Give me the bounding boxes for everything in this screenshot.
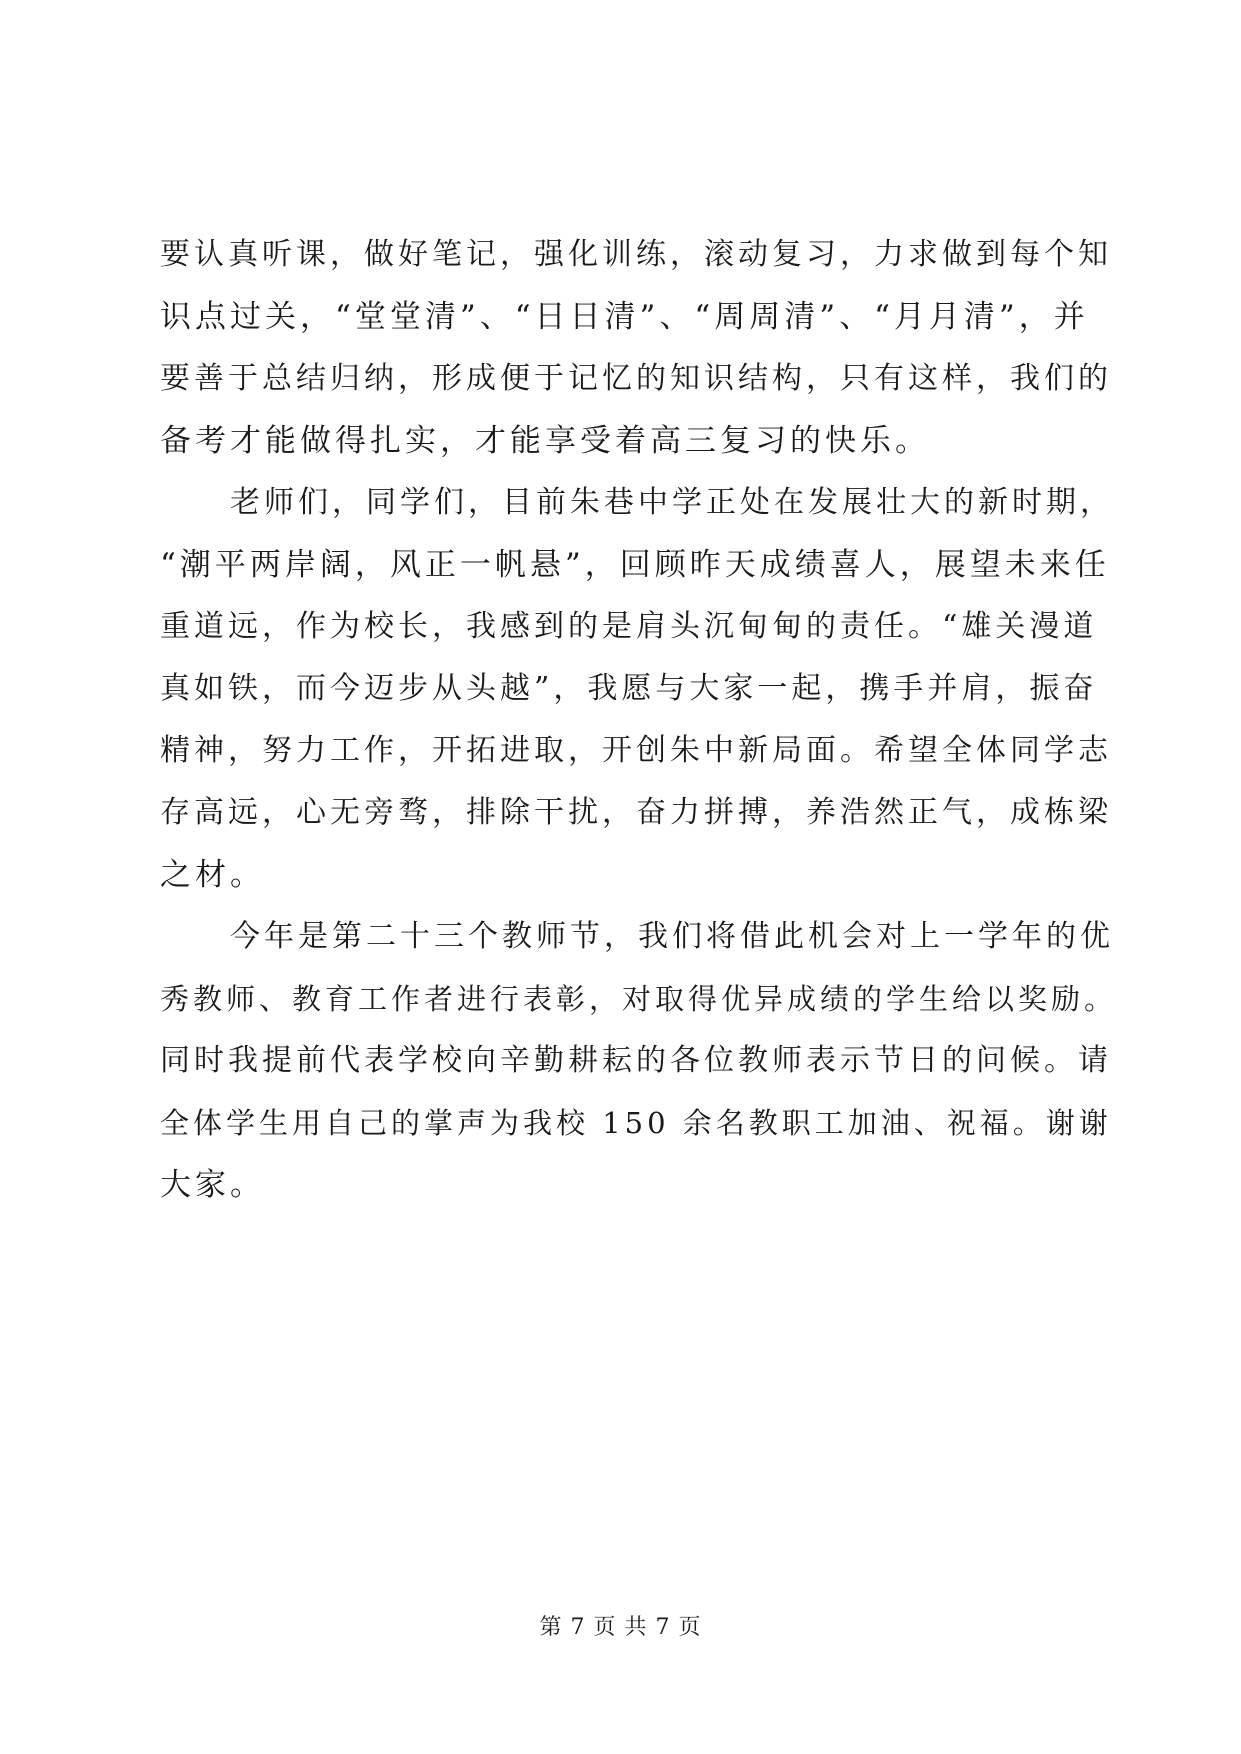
- paragraph-1-line-4: 备考才能做得扎实，才能享受着高三复习的快乐。: [160, 423, 930, 459]
- paragraph-2-line-3: 重道远，作为校长，我感到的是肩头沉甸甸的责任。“雄关漫道: [160, 609, 1098, 644]
- paragraph-2-line-7: 之材。: [160, 857, 265, 893]
- paragraph-3-line-2: 秀教师、教育工作者进行表彰，对取得优异成绩的学生给以奖励。: [160, 982, 1118, 1016]
- paragraph-3-line-1: 今年是第二十三个教师节，我们将借此机会对上一学年的优: [230, 919, 1114, 954]
- paragraph-2-line-6: 存高远，心无旁骛，排除干扰，奋力拼搏，养浩然正气，成栋梁: [160, 795, 1112, 830]
- paragraph-3-line-4: 全体学生用自己的掌声为我校 150 余名教职工加油、祝福。谢谢: [160, 1106, 1112, 1140]
- paragraph-1-line-3: 要善于总结归纳，形成便于记忆的知识结构，只有这样，我们的: [160, 361, 1112, 396]
- page-number-footer: 第 7 页 共 7 页: [539, 1615, 702, 1640]
- paragraph-2-line-2: “潮平两岸阔，风正一帆悬”，回顾昨天成绩喜人，展望未来任: [160, 547, 1110, 583]
- paragraph-2-line-5: 精神，努力工作，开拓进取，开创朱中新局面。希望全体同学志: [160, 733, 1112, 768]
- paragraph-2-line-1: 老师们，同学们，目前朱巷中学正处在发展壮大的新时期，: [230, 485, 1114, 520]
- paragraph-3-line-5: 大家。: [160, 1167, 265, 1203]
- paragraph-2-line-4: 真如铁，而今迈步从头越”，我愿与大家一起，携手并肩，振奋: [160, 671, 1098, 706]
- paragraph-1-line-2: 识点过关，“堂堂清”、“日日清”、“周周清”、“月月清”，并: [160, 299, 1089, 335]
- paragraph-1-line-1: 要认真听课，做好笔记，强化训练，滚动复习，力求做到每个知: [160, 237, 1112, 272]
- paragraph-3-line-3: 同时我提前代表学校向辛勤耕耘的各位教师表示节日的问候。请: [160, 1043, 1112, 1078]
